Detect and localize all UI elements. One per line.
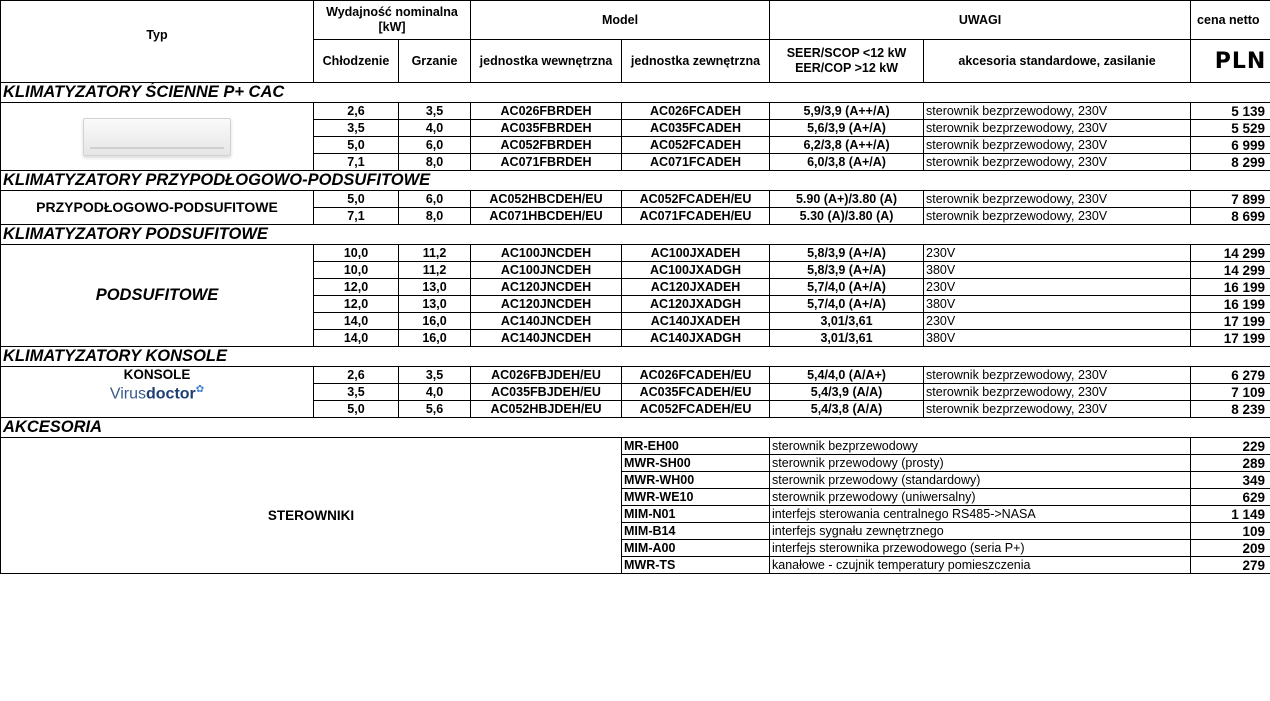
table-cell-grzanie: 16,0 bbox=[399, 313, 471, 330]
table-cell-uwagi: sterownik bezprzewodowy, 230V bbox=[924, 120, 1191, 137]
table-cell-chlodzenie: 14,0 bbox=[314, 330, 399, 347]
table-cell-zew: AC026FCADEH/EU bbox=[622, 367, 770, 384]
table-cell-cena: 16 199 bbox=[1191, 279, 1270, 296]
table-cell-zew: AC140JXADGH bbox=[622, 330, 770, 347]
table-cell-uwagi: 380V bbox=[924, 330, 1191, 347]
table-cell-cena: 5 139 bbox=[1191, 103, 1270, 120]
table-cell-zew: AC035FCADEH/EU bbox=[622, 384, 770, 401]
table-cell-opis: kanałowe - czujnik temperatury pomieszczenia bbox=[770, 557, 1191, 574]
table-cell-wew: AC035FBRDEH bbox=[471, 120, 622, 137]
table-cell-chlodzenie: 14,0 bbox=[314, 313, 399, 330]
table-cell-cena: 1 149 bbox=[1191, 506, 1270, 523]
table-cell-wew: AC140JNCDEH bbox=[471, 313, 622, 330]
virusdoctor-logo-doctor: doctor bbox=[146, 385, 196, 403]
table-cell-grzanie: 6,0 bbox=[399, 137, 471, 154]
table-cell-uwagi: sterownik bezprzewodowy, 230V bbox=[924, 154, 1191, 171]
table-cell-cena: 289 bbox=[1191, 455, 1270, 472]
table-cell-kod: MIM-N01 bbox=[622, 506, 770, 523]
table-cell-seer: 5,4/4,0 (A/A+) bbox=[770, 367, 924, 384]
wall-air-conditioner-image bbox=[83, 118, 231, 156]
table-cell-uwagi: 380V bbox=[924, 296, 1191, 313]
table-cell-opis: sterownik przewodowy (prosty) bbox=[770, 455, 1191, 472]
table-cell-cena: 8 239 bbox=[1191, 401, 1270, 418]
table-cell-chlodzenie: 12,0 bbox=[314, 296, 399, 313]
table-cell-grzanie: 5,6 bbox=[399, 401, 471, 418]
table-cell-grzanie: 8,0 bbox=[399, 154, 471, 171]
table-cell-seer: 3,01/3,61 bbox=[770, 330, 924, 347]
table-cell-cena: 349 bbox=[1191, 472, 1270, 489]
table-cell-opis: interfejs sygnału zewnętrznego bbox=[770, 523, 1191, 540]
table-cell-opis: interfejs sterownika przewodowego (seria P+) bbox=[770, 540, 1191, 557]
table-cell-chlodzenie: 2,6 bbox=[314, 103, 399, 120]
table-cell-kod: MWR-WH00 bbox=[622, 472, 770, 489]
table-cell-seer: 5,8/3,9 (A+/A) bbox=[770, 245, 924, 262]
table-cell-chlodzenie: 2,6 bbox=[314, 367, 399, 384]
table-cell-kod: MWR-TS bbox=[622, 557, 770, 574]
header-seer-line1: SEER/SCOP <12 kW bbox=[786, 46, 907, 60]
table-cell-cena: 229 bbox=[1191, 438, 1270, 455]
table-cell-seer: 3,01/3,61 bbox=[770, 313, 924, 330]
header-model: Model bbox=[471, 1, 770, 40]
header-seer-line2: EER/COP >12 kW bbox=[795, 61, 898, 75]
section-title-konsole: KLIMATYZATORY KONSOLE bbox=[1, 347, 1270, 367]
table-cell-zew: AC026FCADEH bbox=[622, 103, 770, 120]
table-cell-wew: AC052FBRDEH bbox=[471, 137, 622, 154]
table-cell-wew: AC035FBJDEH/EU bbox=[471, 384, 622, 401]
table-cell-chlodzenie: 5,0 bbox=[314, 401, 399, 418]
table-cell-opis: interfejs sterowania centralnego RS485->NASA bbox=[770, 506, 1191, 523]
table-cell-grzanie: 4,0 bbox=[399, 120, 471, 137]
table-cell-grzanie: 13,0 bbox=[399, 296, 471, 313]
header-waluta: PLN bbox=[1191, 40, 1270, 83]
table-cell-kod: MIM-A00 bbox=[622, 540, 770, 557]
table-cell-grzanie: 11,2 bbox=[399, 245, 471, 262]
table-cell-zew: AC052FCADEH/EU bbox=[622, 191, 770, 208]
table-cell-chlodzenie: 3,5 bbox=[314, 120, 399, 137]
table-cell-seer: 5,8/3,9 (A+/A) bbox=[770, 262, 924, 279]
virusdoctor-logo-virus: Virus bbox=[109, 385, 146, 403]
table-cell-wew: AC026FBJDEH/EU bbox=[471, 367, 622, 384]
table-cell-uwagi: sterownik bezprzewodowy, 230V bbox=[924, 137, 1191, 154]
table-cell-wew: AC120JNCDEH bbox=[471, 296, 622, 313]
table-cell-zew: AC052FCADEH/EU bbox=[622, 401, 770, 418]
table-cell-chlodzenie: 12,0 bbox=[314, 279, 399, 296]
table-cell-uwagi: 230V bbox=[924, 245, 1191, 262]
group-label-sterowniki: STEROWNIKI bbox=[1, 438, 622, 574]
table-cell-uwagi: sterownik bezprzewodowy, 230V bbox=[924, 103, 1191, 120]
table-cell-cena: 17 199 bbox=[1191, 330, 1270, 347]
table-cell-cena: 7 109 bbox=[1191, 384, 1270, 401]
header-chlodzenie: Chłodzenie bbox=[314, 40, 399, 83]
table-cell-zew: AC100JXADEH bbox=[622, 245, 770, 262]
table-cell-seer: 5,4/3,9 (A/A) bbox=[770, 384, 924, 401]
section-title-scienne: KLIMATYZATORY ŚCIENNE P+ CAC bbox=[1, 83, 1270, 103]
table-cell-chlodzenie: 3,5 bbox=[314, 384, 399, 401]
table-cell-zew: AC100JXADGH bbox=[622, 262, 770, 279]
table-cell-cena: 8 299 bbox=[1191, 154, 1270, 171]
table-cell-cena: 8 699 bbox=[1191, 208, 1270, 225]
table-cell-chlodzenie: 5,0 bbox=[314, 137, 399, 154]
table-cell-uwagi: 380V bbox=[924, 262, 1191, 279]
table-cell-wew: AC071HBCDEH/EU bbox=[471, 208, 622, 225]
table-cell-grzanie: 6,0 bbox=[399, 191, 471, 208]
table-cell-seer: 6,0/3,8 (A+/A) bbox=[770, 154, 924, 171]
table-cell-wew: AC052HBJDEH/EU bbox=[471, 401, 622, 418]
table-cell-cena: 209 bbox=[1191, 540, 1270, 557]
group-konsole-cell bbox=[1, 367, 314, 418]
group-label-przypodlogowe: PRZYPODŁOGOWO-PODSUFITOWE bbox=[1, 191, 314, 225]
table-cell-opis: sterownik bezprzewodowy bbox=[770, 438, 1191, 455]
header-grzanie: Grzanie bbox=[399, 40, 471, 83]
section-title-przypodlogowe: KLIMATYZATORY PRZYPODŁOGOWO-PODSUFITOWE bbox=[1, 171, 1270, 191]
table-cell-wew: AC120JNCDEH bbox=[471, 279, 622, 296]
table-cell-cena: 109 bbox=[1191, 523, 1270, 540]
header-typ: Typ bbox=[1, 1, 314, 83]
table-cell-kod: MR-EH00 bbox=[622, 438, 770, 455]
table-cell-uwagi: 230V bbox=[924, 313, 1191, 330]
table-cell-grzanie: 13,0 bbox=[399, 279, 471, 296]
table-cell-wew: AC100JNCDEH bbox=[471, 245, 622, 262]
table-cell-kod: MWR-SH00 bbox=[622, 455, 770, 472]
table-cell-cena: 5 529 bbox=[1191, 120, 1270, 137]
table-cell-seer: 5,6/3,9 (A+/A) bbox=[770, 120, 924, 137]
table-cell-kod: MWR-WE10 bbox=[622, 489, 770, 506]
table-cell-chlodzenie: 10,0 bbox=[314, 245, 399, 262]
table-cell-grzanie: 8,0 bbox=[399, 208, 471, 225]
table-cell-opis: sterownik przewodowy (uniwersalny) bbox=[770, 489, 1191, 506]
table-cell-wew: AC071FBRDEH bbox=[471, 154, 622, 171]
table-cell-uwagi: sterownik bezprzewodowy, 230V bbox=[924, 401, 1191, 418]
virusdoctor-logo bbox=[1, 382, 313, 401]
table-cell-zew: AC120JXADGH bbox=[622, 296, 770, 313]
table-cell-wew: AC052HBCDEH/EU bbox=[471, 191, 622, 208]
table-cell-zew: AC052FCADEH bbox=[622, 137, 770, 154]
table-cell-zew: AC140JXADEH bbox=[622, 313, 770, 330]
table-cell-wew: AC140JNCDEH bbox=[471, 330, 622, 347]
table-cell-seer: 5,7/4,0 (A+/A) bbox=[770, 279, 924, 296]
virusdoctor-mark-icon: ✿ bbox=[195, 384, 205, 395]
table-cell-zew: AC120JXADEH bbox=[622, 279, 770, 296]
table-cell-zew: AC071FCADEH/EU bbox=[622, 208, 770, 225]
table-cell-uwagi: sterownik bezprzewodowy, 230V bbox=[924, 384, 1191, 401]
unit-image-cell bbox=[1, 103, 314, 171]
table-cell-uwagi: 230V bbox=[924, 279, 1191, 296]
table-cell-cena: 6 999 bbox=[1191, 137, 1270, 154]
table-cell-seer: 5,7/4,0 (A+/A) bbox=[770, 296, 924, 313]
table-cell-seer: 5.90 (A+)/3.80 (A) bbox=[770, 191, 924, 208]
table-cell-wew: AC100JNCDEH bbox=[471, 262, 622, 279]
table-cell-seer: 6,2/3,8 (A++/A) bbox=[770, 137, 924, 154]
header-uwagi: UWAGI bbox=[770, 1, 1191, 40]
header-wydajnosc: Wydajność nominalna [kW] bbox=[314, 1, 471, 40]
table-cell-zew: AC035FCADEH bbox=[622, 120, 770, 137]
table-cell-cena: 629 bbox=[1191, 489, 1270, 506]
section-title-podsufitowe: KLIMATYZATORY PODSUFITOWE bbox=[1, 225, 1270, 245]
table-cell-seer: 5.30 (A)/3.80 (A) bbox=[770, 208, 924, 225]
table-cell-kod: MIM-B14 bbox=[622, 523, 770, 540]
table-cell-chlodzenie: 7,1 bbox=[314, 154, 399, 171]
header-seer bbox=[770, 40, 924, 83]
header-cena: cena netto bbox=[1191, 1, 1270, 40]
table-cell-grzanie: 3,5 bbox=[399, 367, 471, 384]
table-cell-cena: 6 279 bbox=[1191, 367, 1270, 384]
group-label-konsole: KONSOLE bbox=[123, 367, 191, 382]
table-cell-cena: 16 199 bbox=[1191, 296, 1270, 313]
table-cell-wew: AC026FBRDEH bbox=[471, 103, 622, 120]
table-cell-chlodzenie: 5,0 bbox=[314, 191, 399, 208]
table-cell-cena: 7 899 bbox=[1191, 191, 1270, 208]
table-cell-uwagi: sterownik bezprzewodowy, 230V bbox=[924, 208, 1191, 225]
table-cell-seer: 5,9/3,9 (A++/A) bbox=[770, 103, 924, 120]
header-jednostka-zewnetrzna: jednostka zewnętrzna bbox=[622, 40, 770, 83]
table-cell-grzanie: 3,5 bbox=[399, 103, 471, 120]
header-jednostka-wewnetrzna: jednostka wewnętrzna bbox=[471, 40, 622, 83]
table-cell-cena: 279 bbox=[1191, 557, 1270, 574]
table-cell-grzanie: 16,0 bbox=[399, 330, 471, 347]
group-label-podsufitowe: PODSUFITOWE bbox=[1, 245, 314, 347]
section-title-akcesoria: AKCESORIA bbox=[1, 418, 1270, 438]
table-cell-chlodzenie: 7,1 bbox=[314, 208, 399, 225]
table-cell-opis: sterownik przewodowy (standardowy) bbox=[770, 472, 1191, 489]
header-akcesoria-std: akcesoria standardowe, zasilanie bbox=[924, 40, 1191, 83]
table-cell-cena: 14 299 bbox=[1191, 245, 1270, 262]
table-cell-grzanie: 11,2 bbox=[399, 262, 471, 279]
table-cell-seer: 5,4/3,8 (A/A) bbox=[770, 401, 924, 418]
table-cell-grzanie: 4,0 bbox=[399, 384, 471, 401]
table-cell-zew: AC071FCADEH bbox=[622, 154, 770, 171]
table-cell-cena: 14 299 bbox=[1191, 262, 1270, 279]
table-cell-uwagi: sterownik bezprzewodowy, 230V bbox=[924, 367, 1191, 384]
table-cell-uwagi: sterownik bezprzewodowy, 230V bbox=[924, 191, 1191, 208]
table-cell-chlodzenie: 10,0 bbox=[314, 262, 399, 279]
table-cell-cena: 17 199 bbox=[1191, 313, 1270, 330]
